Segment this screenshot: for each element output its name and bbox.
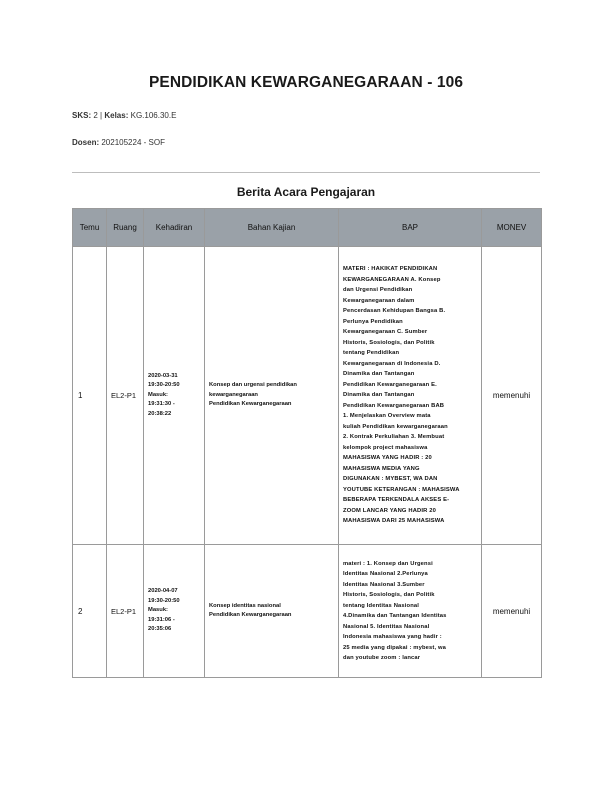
bap-line: 1. Menjelaskan Overview mata [343, 413, 431, 420]
course-meta [72, 111, 176, 120]
bap-line: tentang Identitas Nasional [343, 602, 420, 609]
cell-temu: 1 [73, 247, 107, 545]
cell-temu: 2 [73, 545, 107, 678]
bap-line: kelompok project mahasiswa [343, 444, 428, 451]
column-header-bahan-kajian: Bahan Kajian [205, 209, 339, 247]
cell-kehadiran [144, 545, 205, 678]
column-header-ruang: Ruang [107, 209, 144, 247]
table-header-row [73, 209, 542, 247]
bap-line: Perlunya Pendidikan [343, 318, 403, 325]
kelas-value: KG.106.30.E [130, 111, 177, 120]
bap-line: materi : 1. Konsep dan Urgensi [343, 560, 433, 567]
cell-bahan-kajian [205, 247, 339, 545]
bap-line: Identitas Nasional 2.Perlunya [343, 571, 428, 577]
bap-line: Indonesia mahasiswa yang hadir : [343, 634, 442, 640]
kehadiran-date: 2020-03-31 [148, 372, 178, 379]
bahan-line: Pendidikan Kewarganegaraan [209, 612, 292, 618]
divider [72, 172, 540, 173]
bap-line: MATERI : HAKIKAT PENDIDIKAN [343, 266, 438, 273]
kehadiran-start: 19:31:06 - [148, 616, 175, 623]
column-header-monev: MONEV [482, 209, 542, 247]
bap-line: dan Urgensi Pendidikan [343, 287, 413, 294]
bap-line: Pendidikan Kewarganegaraan E. [343, 381, 437, 388]
kehadiran-masuk-label: Masuk: [148, 391, 168, 398]
bap-line: Dinamika dan Tantangan [343, 371, 415, 378]
column-header-temu: Temu [73, 209, 107, 247]
bahan-line: Pendidikan Kewarganegaraan [209, 401, 292, 408]
bap-line: Dinamika dan Tantangan [343, 392, 415, 399]
bap-line: KEWARGANEGARAAN A. Konsep [343, 276, 441, 283]
kehadiran-date: 2020-04-07 [148, 588, 178, 595]
table-row [73, 247, 542, 545]
kelas-label: Kelas: [104, 111, 129, 120]
bap-line: Pencerdasan Kehidupan Bangsa B. [343, 308, 446, 315]
bap-line: kuliah Pendidikan kewarganegaraan [343, 423, 448, 430]
bahan-line: Konsep identitas nasional [209, 602, 281, 609]
bap-line: ZOOM LANCAR YANG HADIR 20 [343, 507, 436, 514]
cell-bap [339, 545, 482, 678]
kehadiran-schedule: 19:30-20:50 [148, 597, 180, 604]
kehadiran-start: 19:31:30 - [148, 401, 175, 408]
bap-line: 25 media yang dipakai : mybest, wa [343, 644, 447, 651]
cell-bap [339, 247, 482, 545]
bap-line: BEBERAPA TERKENDALA AKSES E- [343, 497, 450, 504]
kehadiran-masuk-label: Masuk: [148, 607, 168, 614]
bahan-line: Konsep dan urgensi pendidikan [209, 382, 297, 389]
bap-line: Kewarganegaraan dalam [343, 297, 415, 304]
bap-line: Historis, Sosiologis, dan Politik [343, 592, 435, 598]
bap-line: MAHASISWA DARI 25 MAHASISWA [343, 518, 445, 525]
bap-line: Kewarganegaraan di Indonesia D. [343, 360, 441, 367]
bap-line: MAHASISWA YANG HADIR : 20 [343, 455, 432, 462]
bap-line: Historis, Sosiologis, dan Politik [343, 339, 435, 346]
lecturer-meta [72, 138, 165, 147]
bap-line: MAHASISWA MEDIA YANG [343, 465, 420, 472]
bap-line: 2. Kontrak Perkuliahan 3. Membuat [343, 434, 445, 441]
table-row [73, 545, 542, 678]
cell-kehadiran [144, 247, 205, 545]
sks-value: 2 [93, 111, 98, 120]
kehadiran-end: 20:35:06 [148, 626, 172, 633]
cell-ruang: EL2-P1 [107, 247, 144, 545]
section-title: Berita Acara Pengajaran [236, 185, 376, 199]
cell-bahan-kajian [205, 545, 339, 678]
bap-line: Pendidikan Kewarganegaraan BAB [343, 402, 445, 409]
bap-line: dan youtube zoom : lancar [343, 655, 421, 661]
bap-line: Kewarganegaraan C. Sumber [343, 329, 428, 336]
column-header-kehadiran: Kehadiran [144, 209, 205, 247]
meta-separator: | [100, 111, 103, 120]
kehadiran-schedule: 19:30-20:50 [148, 382, 180, 389]
teaching-record-table [72, 208, 542, 678]
dosen-label: Dosen: [72, 138, 100, 147]
bap-line: Identitas Nasional 3.Sumber [343, 581, 425, 588]
sks-label: SKS: [72, 111, 92, 120]
bahan-line: kewarganegaraan [209, 391, 258, 398]
cell-monev: memenuhi [482, 247, 542, 545]
cell-monev: memenuhi [482, 545, 542, 678]
column-header-bap: BAP [339, 209, 482, 247]
bap-line: tentang Pendidikan [343, 350, 400, 357]
dosen-value: 202105224 - SOF [101, 138, 165, 147]
bap-line: YOUTUBE KETERANGAN : MAHASISWA [343, 486, 460, 493]
bap-line: DIGUNAKAN : MYBEST, WA DAN [343, 476, 438, 483]
kehadiran-end: 20:38:22 [148, 410, 172, 417]
course-title: PENDIDIKAN KEWARGANEGARAAN - 106 [148, 74, 464, 91]
cell-ruang: EL2-P1 [107, 545, 144, 678]
bap-line: 4.Dinamika dan Tantangan Identitas [343, 613, 447, 619]
bap-line: Nasional 5. Identitas Nasional [343, 623, 430, 630]
